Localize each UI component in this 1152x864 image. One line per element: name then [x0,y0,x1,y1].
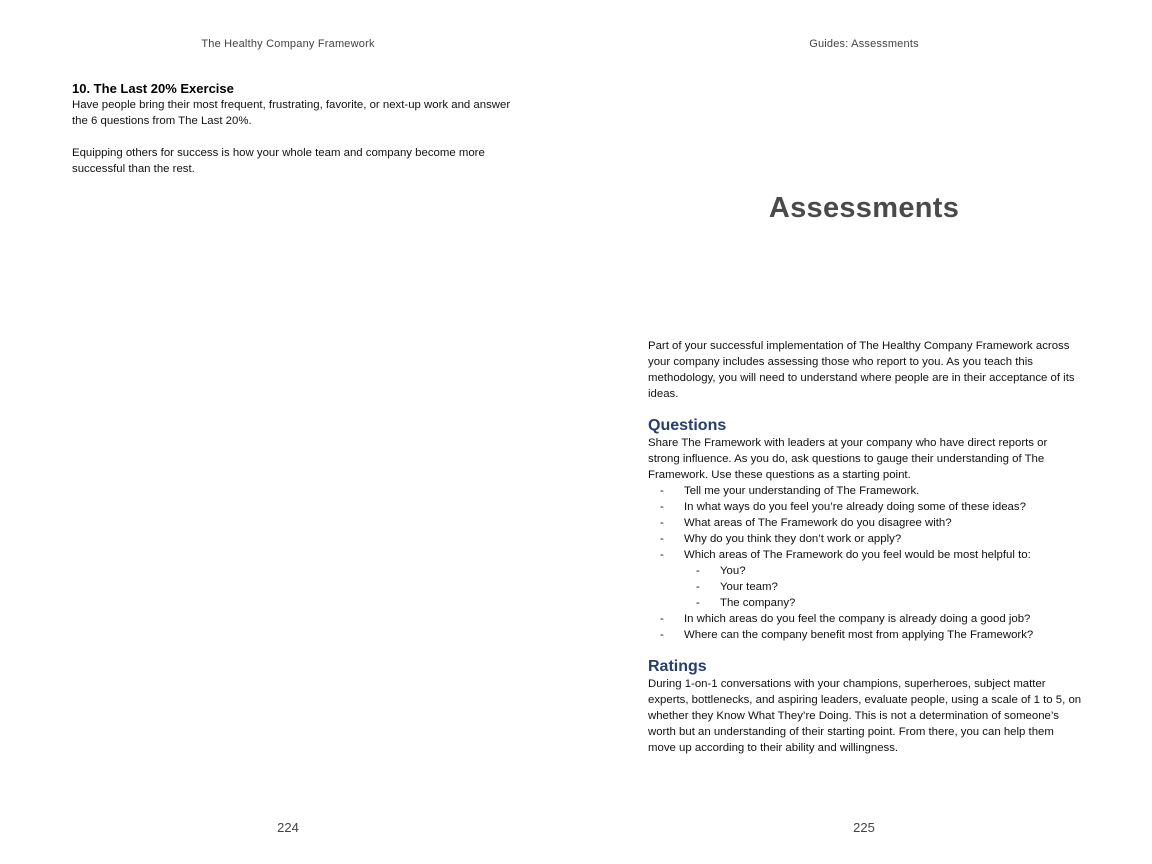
list-item [648,627,1082,643]
questions-paragraph: Share The Framework with leaders at your company who have direct reports or strong influence. As you do, ask questions to gauge their understanding of The Framework. Use these questions as a starting point. [648,437,1048,481]
exercise-paragraph-2: Equipping others for success is how your whole team and company become more successful than the rest. [72,147,485,175]
exercise-title: 10. The Last 20% Exercise [72,81,234,96]
dash-bullet: - [696,581,700,593]
sub-list-item-text: The company? [720,597,796,609]
intro-paragraph: Part of your successful implementation of The Healthy Company Framework across your company includes assessing those who report to you. As you teach this methodology, you will need to understand where people are in their acceptance of its ideas. [648,340,1075,400]
list-item [648,499,1082,515]
dash-bullet: - [660,501,664,513]
sub-list-item-text: Your team? [720,581,778,593]
list-item [648,483,1082,499]
list-item-text: Tell me your understanding of The Framework. [684,485,920,497]
list-item [648,547,1082,611]
list-item-text: What areas of The Framework do you disagree with? [684,517,952,529]
sub-list-item [648,579,1082,595]
exercise-paragraph-1: Have people bring their most frequent, frustrating, favorite, or next-up work and answer the 6 questions from The Last 20%. [72,99,511,127]
list-item-text: Where can the company benefit most from applying The Framework? [684,629,1034,641]
sub-list-item [648,563,1082,579]
questions-list [648,483,1082,643]
left-page-number: 224 [277,820,299,835]
dash-bullet: - [660,629,664,641]
sub-list-item [648,595,1082,611]
left-page-body [72,81,512,177]
right-page-number: 225 [853,820,875,835]
chapter-title: Assessments [768,192,960,224]
questions-heading: Questions [648,417,727,434]
left-running-head: The Healthy Company Framework [201,38,375,50]
right-page-body [648,338,1082,756]
ratings-paragraph: During 1-on-1 conversations with your champions, superheroes, subject matter experts, bottlenecks, and aspiring leaders, evaluate people, using a scale of 1 to 5, on whether they Know What They’re Doing. This is not a determination of someone’s worth but an understanding of their starting point. From there, you can help them move up according to their ability and willingness. [648,678,1082,754]
list-item [648,515,1082,531]
dash-bullet: - [696,565,700,577]
list-item-text: Why do you think they don’t work or apply? [684,533,902,545]
right-running-head: Guides: Assessments [809,38,919,50]
dash-bullet: - [660,533,664,545]
list-item-text: In which areas do you feel the company is already doing a good job? [684,613,1031,625]
ratings-heading: Ratings [648,658,707,675]
dash-bullet: - [660,517,664,529]
dash-bullet: - [660,549,664,561]
right-page [576,0,1152,864]
dash-bullet: - [660,613,664,625]
list-item [648,611,1082,627]
list-item-text: In what ways do you feel you’re already doing some of these ideas? [684,501,1026,513]
list-item-text: Which areas of The Framework do you feel would be most helpful to: [684,549,1031,561]
sub-list [684,563,1082,611]
dash-bullet: - [696,597,700,609]
list-item [648,531,1082,547]
sub-list-item-text: You? [720,565,746,577]
dash-bullet: - [660,485,664,497]
